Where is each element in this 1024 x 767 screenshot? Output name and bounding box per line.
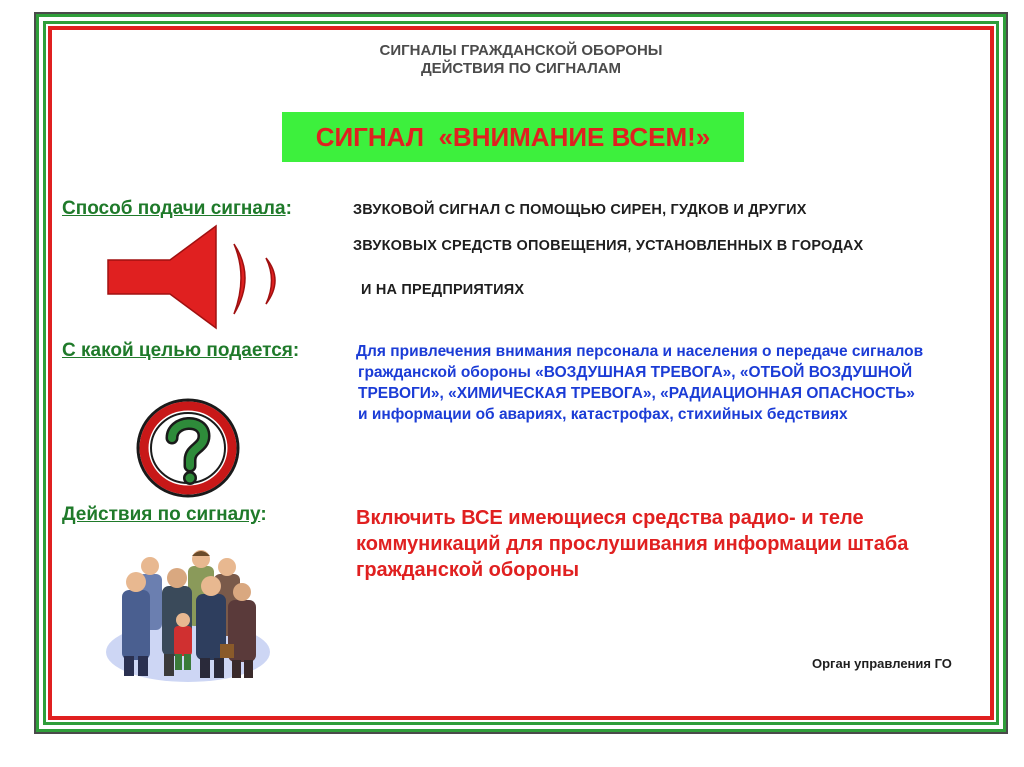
method-label-text: Способ подачи сигнала xyxy=(62,198,286,219)
signal-title: СИГНАЛ «ВНИМАНИЕ ВСЕМ!» xyxy=(282,112,744,162)
purpose-text xyxy=(356,341,923,425)
actions-label-text: Действия по сигналу xyxy=(62,504,261,525)
header-line-2: ДЕЙСТВИЯ ПО СИГНАЛАМ xyxy=(420,60,622,77)
method-line-2: ЗВУКОВЫХ СРЕДСТВ ОПОВЕЩЕНИЯ, УСТАНОВЛЕННЫХ В ГОРОДАХ xyxy=(353,238,864,254)
method-line-1: ЗВУКОВОЙ СИГНАЛ С ПОМОЩЬЮ СИРЕН, ГУДКОВ И ДРУГИХ xyxy=(353,202,807,218)
purpose-label-text: С какой целью подается xyxy=(62,340,293,361)
slide xyxy=(36,14,1006,732)
purpose-line-3: ТРЕВОГИ», «ХИМИЧЕСКАЯ ТРЕВОГА», «РАДИАЦИОННАЯ ОПАСНОСТЬ» xyxy=(358,385,915,402)
loudspeaker-icon xyxy=(106,222,306,337)
actions-label xyxy=(62,504,267,526)
actions-line-1: Включить ВСЕ имеющиеся средства радио- и теле xyxy=(356,507,864,529)
purpose-line-4: и информации об авариях, катастрофах, стихийных бедствиях xyxy=(358,406,848,423)
actions-line-3: гражданской обороны xyxy=(356,559,580,581)
question-mark-icon xyxy=(132,392,244,509)
method-label xyxy=(62,198,292,220)
purpose-label-colon: : xyxy=(292,340,300,361)
purpose-line-2: гражданской обороны «ВОЗДУШНАЯ ТРЕВОГА», «ОТБОЙ ВОЗДУШНОЙ xyxy=(358,364,913,381)
actions-text xyxy=(356,505,908,583)
actions-label-colon: : xyxy=(260,504,267,525)
footer-authority: Орган управления ГО xyxy=(812,656,952,671)
purpose-label xyxy=(62,340,299,362)
purpose-line-1: Для привлечения внимания персонала и населения о передаче сигналов xyxy=(356,343,924,360)
header-line-1: СИГНАЛЫ ГРАЖДАНСКОЙ ОБОРОНЫ xyxy=(379,42,663,59)
method-line-3: И НА ПРЕДПРИЯТИЯХ xyxy=(361,282,525,298)
people-group-icon xyxy=(102,544,272,689)
actions-line-2: коммуникаций для прослушивания информации штаба xyxy=(356,533,909,555)
method-label-colon: : xyxy=(285,198,292,219)
